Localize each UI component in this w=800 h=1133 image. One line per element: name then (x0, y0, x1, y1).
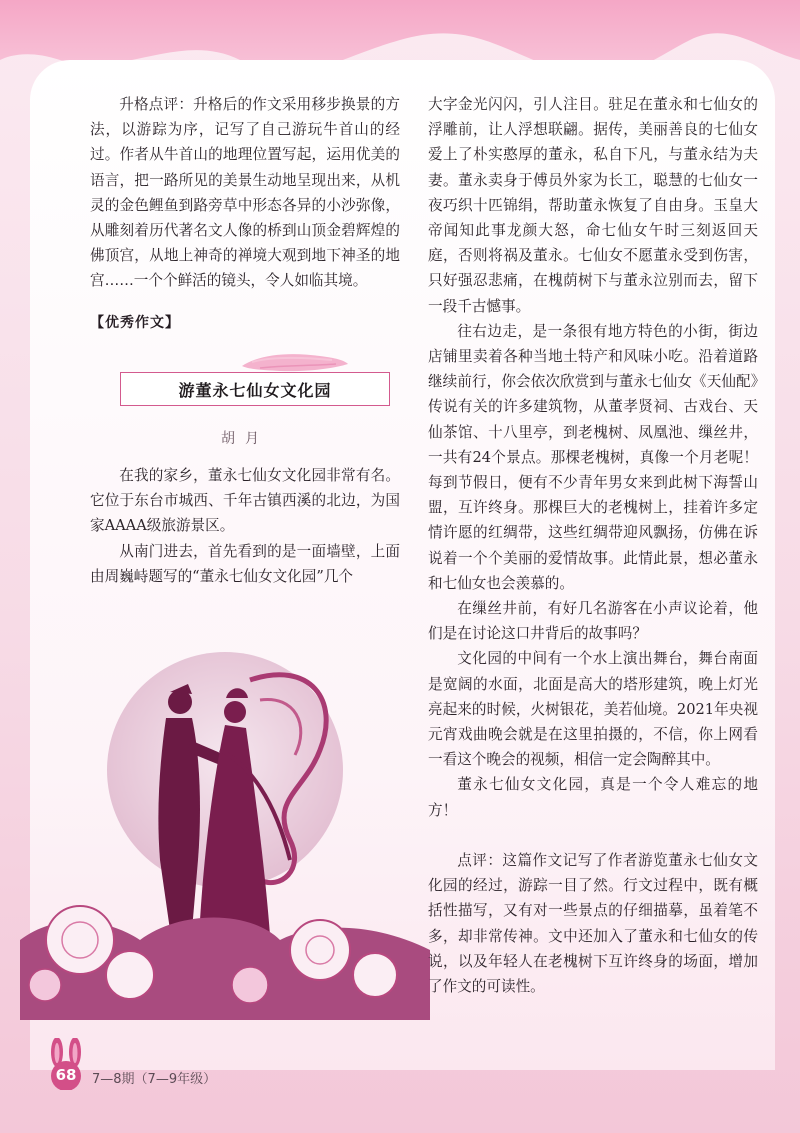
upgrade-commentary: 升格点评：升格后的作文采用移步换景的方法，以游踪为序，记写了自己游玩牛首山的经过。作者从牛首山的地理位置写起，运用优美的语言，把一路所见的美景生动地呈现出来，从机灵的金色鲤鱼到路旁草中形态各异的小沙弥像，从雕刻着历代著名文人像的桥到山顶金碧辉煌的佛顶宫，从地上神奇的禅境大观到地下神圣的地宫……一个个鲜活的镜头，令人如临其境。 (90, 96, 400, 290)
peony-flowers (20, 906, 430, 1020)
issue-label: 7—8期（7—9年级） (92, 1072, 217, 1087)
story-left-column (90, 463, 400, 589)
left-commentary-block (90, 92, 400, 294)
article-author: 胡月 (221, 431, 269, 447)
final-comment: 点评：这篇作文记写了作者游览董永七仙女文化园的经过，游踪一目了然。行文过程中，既有概括性描写，又有对一些景点的仔细描摹，虽着笔不多，却非常传神。文中还加入了董永和七仙女的传说，以及年轻人在老槐树下互许终身的场面，增加了作文的可读性。 (428, 851, 758, 995)
story-paragraph-5: 在缫丝井前，有好几名游客在小声议论着，他们是在讨论这口井背后的故事吗？ (428, 600, 758, 643)
story-paragraph-3: 大字金光闪闪，引人注目。驻足在董永和七仙女的浮雕前，让人浮想联翩。据传，美丽善良的七仙女爱上了朴实憨厚的董永，私自下凡，与董永结为夫妻。董永卖身于傅员外家为长工，聪慧的七仙女一夜巧织十匹锦绢，帮助董永恢复了自由身。玉皇大帝闻知此事龙颜大怒，命七仙女午时三刻返回天庭，否则将祸及董永。七仙女不愿董永受到伤害，只好强忍悲痛，在槐荫树下与董永泣别而去，留下一段千古憾事。 (428, 96, 758, 315)
story-paragraph-1: 在我的家乡，董永七仙女文化园非常有名。它位于东台市城西、千年古镇西溪的北边，为国家AAAA级旅游景区。 (90, 467, 400, 535)
article-title-box (120, 372, 390, 406)
story-paragraph-2: 从南门进去，首先看到的是一面墙壁，上面由周巍峙题写的“董永七仙女文化园”几个 (90, 542, 400, 585)
fairy-couple-illustration (20, 640, 430, 1020)
section-badge: 【优秀作文】 (90, 315, 180, 331)
story-paragraph-6: 文化园的中间有一个水上演出舞台，舞台南面是宽阔的水面，北面是高大的塔形建筑，晚上灯光亮起来的时候，火树银花，美若仙境。2021年央视元宵戏曲晚会就是在这里拍摄的，不信，你上网看一看这个晚会的视频，相信一定会陶醉其中。 (428, 650, 758, 769)
story-right-column (428, 92, 758, 999)
story-paragraph-7: 董永七仙女文化园，真是一个令人难忘的地方！ (428, 776, 758, 819)
article-title: 游董永七仙女文化园 (178, 380, 332, 400)
page-number: 68 (55, 1066, 77, 1084)
section-badge-wrap (90, 312, 180, 332)
story-paragraph-4: 往右边走，是一条很有地方特色的小街，街边店铺里卖着各种当地土特产和风味小吃。沿着道路继续前行，你会依次欣赏到与董永七仙女《天仙配》传说有关的许多建筑物，从董孝贤祠、古戏台、天仙茶馆、十八里亭，到老槐树、凤凰池、缫丝井，一共有24个景点。那棵老槐树，真像一个月老呢！每到节假日，便有不少青年男女来到此树下海誓山盟，互许终身。那棵巨大的老槐树上，挂着许多定情许愿的红绸带，这些红绸带迎风飘扬，仿佛在诉说着一个个美丽的爱情故事。此情此景，想必董永和七仙女也会羡慕的。 (428, 322, 758, 592)
